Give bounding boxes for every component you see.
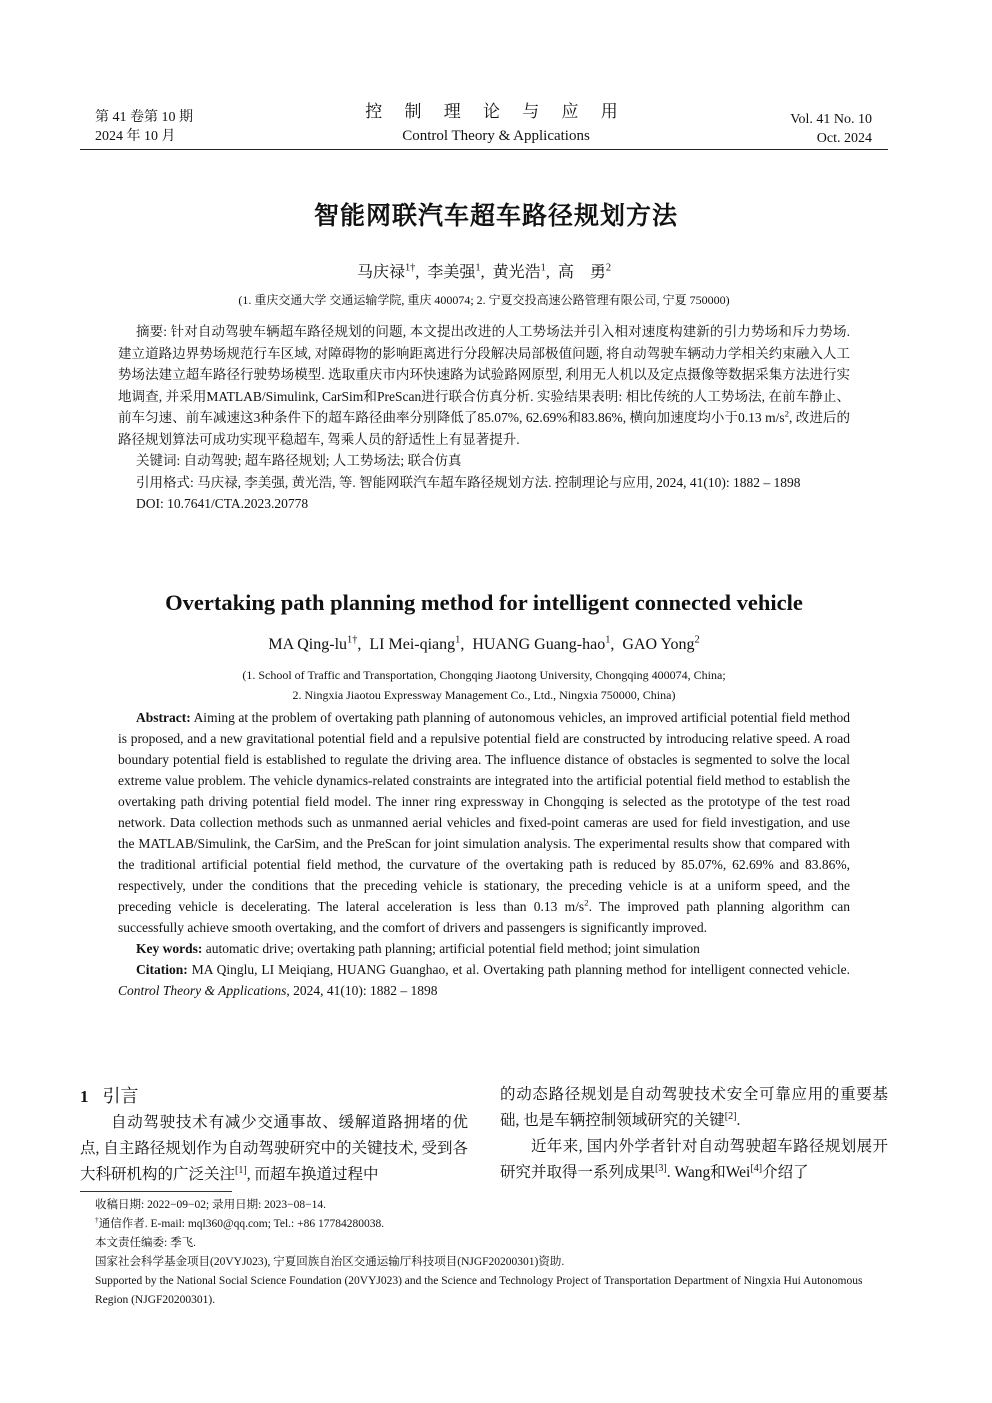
author-1-en-sup: 1† xyxy=(347,634,358,646)
header-rule xyxy=(80,149,888,150)
body-p2-text-c: 介绍了 xyxy=(762,1164,809,1181)
footnotes xyxy=(95,1196,890,1310)
author-4-en: GAO Yong xyxy=(622,636,695,653)
body-p1-text-a: 自动驾驶技术有减少交通事故、缓解道路拥堵的优点, 自主路径规划作为自动驾驶研究中的关键技术, 受到各大科研机构的广泛关注 xyxy=(80,1114,468,1183)
author-2-en-sup: 1 xyxy=(455,634,461,646)
citation-cn-label: 引用格式: xyxy=(136,474,194,490)
affiliation-cn: (1. 重庆交通大学 交通运输学院, 重庆 400074; 2. 宁夏交投高速公路管理有限公司, 宁夏 750000) xyxy=(238,293,730,307)
citation-cn xyxy=(118,472,850,494)
abstract-cn-body xyxy=(118,321,850,450)
author-3-cn: 黄光浩 xyxy=(492,264,541,281)
body-column-left xyxy=(80,1110,468,1188)
header-volume-cn-line: 第 41 卷第 10 期 xyxy=(95,110,193,125)
author-2-en: LI Mei-qiang xyxy=(369,636,456,653)
author-3-cn-sup: 1 xyxy=(540,262,546,274)
journal-name-en: Control Theory & Applications xyxy=(402,128,590,144)
citation-en-pre: MA Qinglu, LI Meiqiang, HUANG Guanghao, et al. Overtaking path planning method for intelligent connected vehicle. xyxy=(191,962,851,977)
header-date-cn: 2024 年 10 月 xyxy=(95,129,176,144)
citation-en-post: , 2024, 41(10): 1882 – 1898 xyxy=(286,983,438,998)
author-4-en-sup: 2 xyxy=(694,634,700,646)
abstract-en-tail: . The improved path planning algorithm can successfully achieve smooth overtaking, and the comfort of drivers and passengers is significantly improved. xyxy=(118,899,850,935)
author-3-en: HUANG Guang-hao xyxy=(472,636,606,653)
author-1-cn-sup: 1† xyxy=(404,262,416,274)
authors-cn: 马庆禄$^{1\dagger}$, 李美强$^1$, 黄光浩$^1$, 高 勇$^2$ xyxy=(356,262,612,281)
affiliation-en-line-1: (1. School of Traffic and Transportation, Chongqing Jiaotong University, Chongqing 400074, China; xyxy=(242,668,726,682)
citation-ref-4[interactable]: [4] xyxy=(750,1162,763,1174)
body-p1-text-b: , 而超车换道过程中 xyxy=(246,1166,379,1183)
footnote-corresponding-mark: † xyxy=(95,1215,99,1225)
authors-en: MA Qing-$lu^{1\dagger}$, LI Mei-qiang$^1$, HUANG Guang-hao$^1$, GAO Yong$^2$ xyxy=(268,634,700,653)
paper-title-en: Overtaking path planning method for intelligent connected vehicle xyxy=(165,590,803,615)
section-1-number: 1 xyxy=(80,1087,89,1106)
section-1-heading xyxy=(80,1082,139,1108)
footnote-corresponding xyxy=(95,1215,890,1234)
author-1-cn: 马庆禄 xyxy=(356,264,405,281)
abstract-cn-text: 针对自动驾驶车辆超车路径规划的问题, 本文提出改进的人工势场法并引入相对速度构建新的引力势场和斥力势场. 建立道路边界势场规范行车区域, 对障碍物的影响距离进行分段解决局部极值问题, 将自动驾驶车辆动力学相关约束融入人工势场法建立超车路径行驶势场模型. 选取重庆市内环快速路为试验路网原型, 利用无人机以及定点摄像等数据采集方法进行实地调查, 并采用MATLAB/Simulink, CarSim和PreScan进行联合仿真分析. 实验结果表明: 相比传统的人工势场法, 在前车静止、前车匀速、前车减速这3种条件下的超车路径曲率分别降低了85.07%, 62.69%和83.86%, 横向加速度均小于0.13 m/s xyxy=(118,324,850,425)
author-3-en-sup: 1 xyxy=(605,634,611,646)
section-1-title: 引言 xyxy=(102,1086,139,1107)
body-p1-cont-text-a: 的动态路径规划是自动驾驶技术安全可靠应用的重要基础, 也是车辆控制领域研究的关键 xyxy=(500,1086,888,1129)
author-4-cn-sup: 2 xyxy=(605,262,612,274)
journal-name-cn: 控 制 理 论 与 应 用 xyxy=(365,102,627,121)
author-1-en: MA Qing-lu xyxy=(268,636,348,653)
keywords-en-label: Key words: xyxy=(136,941,203,956)
author-4-cn: 高 勇 xyxy=(557,264,606,281)
keywords-en-text: automatic drive; overtaking path planning; artificial potential field method; joint simulation xyxy=(205,941,700,956)
paper-title-cn: 智能网联汽车超车路径规划方法 xyxy=(313,201,678,230)
abstract-en-sup: 2 xyxy=(584,897,589,908)
footnote-funding-en: Supported by the National Social Science Foundation (20VYJ023) and the Science and Technology Project of Transportation Department of Ningxia Hui Autonomous Region (NJGF20200301). xyxy=(95,1275,863,1306)
abstract-en-body xyxy=(118,707,850,938)
abstract-cn xyxy=(118,321,850,515)
abstract-en-text: Aiming at the problem of overtaking path planning of autonomous vehicles, an improved artificial potential field method is proposed, and a new gravitational potential field and a repulsive potential field are constructed by introducing relative speed. A road boundary potential field is established to regulate the driving area. The influence distance of obstacles is segmented to solve the local extreme value problem. The vehicle dynamics-related constraints are integrated into the artificial potential field method to establish the overtaking path driving potential field model. The inner ring expressway in Chongqing is selected as the prototype of the test road network. Data collection methods such as unmanned aerial vehicles and fixed-point cameras are used for field investigation, and use the MATLAB/Simulink, the CarSim, and the PreScan for joint simulation analysis. The experimental results show that compared with the traditional artificial potential field method, the curvature of the overtaking path is reduced by 85.07%, 62.69% and 83.86%, respectively, under the conditions that the preceding vehicle is stationary, the preceding vehicle is at a uniform speed, and the preceding vehicle is decelerating. The lateral acceleration is less than 0.13 m/s xyxy=(118,710,850,914)
body-paragraph-2 xyxy=(500,1134,888,1186)
body-paragraph-1 xyxy=(80,1110,468,1188)
citation-en xyxy=(118,959,850,1001)
abstract-en xyxy=(118,707,850,1001)
abstract-cn-sup: 2 xyxy=(784,408,789,419)
author-2-cn-sup: 1 xyxy=(475,262,481,274)
header-date-en: Oct. 2024 xyxy=(816,131,872,146)
body-p2-text-b: . Wang和Wei xyxy=(666,1164,751,1181)
citation-cn-text: 马庆禄, 李美强, 黄光浩, 等. 智能网联汽车超车路径规划方法. 控制理论与应用, 2024, 41(10): 1882 – 1898 xyxy=(197,474,801,490)
abstract-en-label: Abstract: xyxy=(136,710,191,725)
citation-ref-2[interactable]: [2] xyxy=(724,1110,737,1122)
citation-en-journal: Control Theory & Applications xyxy=(118,983,287,998)
abstract-cn-label: 摘要: xyxy=(136,324,168,339)
footnote-rule xyxy=(80,1191,232,1192)
keywords-cn xyxy=(118,450,850,472)
keywords-en xyxy=(118,938,850,959)
doi[interactable]: DOI: 10.7641/CTA.2023.20778 xyxy=(136,496,309,511)
body-paragraph-1-cont xyxy=(500,1082,888,1134)
footnote-received: 收稿日期: 2022−09−02; 录用日期: 2023−08−14. xyxy=(95,1199,327,1211)
keywords-cn-text: 自动驾驶; 超车路径规划; 人工势场法; 联合仿真 xyxy=(183,453,462,468)
footnote-corresponding-text: 通信作者. E-mail: mql360@qq.com; Tel.: +86 17784280038. xyxy=(98,1218,385,1230)
footnote-editor: 本文责任编委: 季飞. xyxy=(95,1237,196,1249)
affiliation-en xyxy=(0,665,968,705)
body-column-right xyxy=(500,1082,888,1186)
author-2-cn: 李美强 xyxy=(427,264,476,281)
keywords-cn-label: 关键词: xyxy=(136,453,181,468)
citation-ref-3[interactable]: [3] xyxy=(655,1162,667,1174)
header-volume-en-line: Vol. 41 No. 10 xyxy=(790,112,872,127)
header-volume-en xyxy=(790,110,872,148)
abstract-cn-tail: , 改进后的路径规划算法可成功实现平稳超车, 驾乘人员的舒适性上有显著提升. xyxy=(118,410,850,447)
footnote-funding-cn: 国家社会科学基金项目(20VYJ023), 宁夏回族自治区交通运输厅科技项目(NJGF20200301)资助. xyxy=(95,1256,565,1268)
body-p2-text-a: 近年来, 国内外学者针对自动驾驶超车路径规划展开研究并取得一系列成果 xyxy=(500,1138,888,1181)
affiliation-en-line-2: 2. Ningxia Jiaotou Expressway Management Co., Ltd., Ningxia 750000, China) xyxy=(292,688,676,702)
citation-ref-1[interactable]: [1] xyxy=(235,1164,247,1176)
body-p1-cont-text-b: . xyxy=(736,1112,741,1129)
citation-en-label: Citation: xyxy=(136,962,188,977)
